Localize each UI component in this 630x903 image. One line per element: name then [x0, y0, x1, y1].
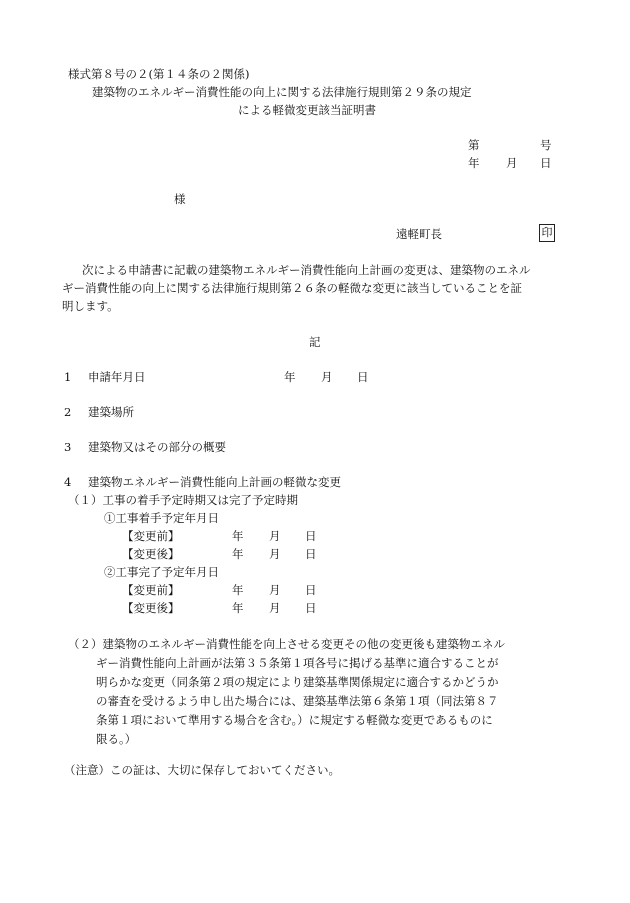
number-dai: 第	[468, 138, 480, 152]
ki-heading: 記	[309, 335, 321, 349]
start-after-label: 【変更後】	[122, 547, 180, 561]
sub2-line-1: （２）建築物のエネルギー消費性能を向上させる変更その他の変更後も建築物エネル	[68, 637, 505, 651]
date-day: 日	[540, 156, 552, 170]
intro-line-1: 次による申請書に記載の建築物エネルギー消費性能向上計画の変更は、建築物のエネル	[82, 263, 531, 277]
start-before-year: 年	[232, 529, 244, 543]
item3-number: 3	[64, 440, 72, 454]
sub2-line-3: 明らかな変更（同条第２項の規定により建築基準関係規定に適合するかどうか	[96, 675, 499, 689]
sub2-line-2: ギー消費性能向上計画が法第３５条第１項各号に掲げる基準に適合することが	[96, 656, 499, 670]
item1-number: 1	[64, 370, 72, 384]
item1-year: 年	[284, 370, 296, 384]
start-after-day: 日	[305, 547, 317, 561]
date-month: 月	[506, 156, 518, 170]
complete-before-year: 年	[232, 583, 244, 597]
complete-before-label: 【変更前】	[122, 583, 180, 597]
sub1-label: （１）工事の着手予定時期又は完了予定時期	[68, 493, 298, 507]
item1-day: 日	[357, 370, 369, 384]
complete-after-label: 【変更後】	[122, 601, 180, 615]
start-before-day: 日	[305, 529, 317, 543]
addressee-sama: 様	[174, 192, 186, 206]
start-label: ①工事着手予定年月日	[104, 511, 219, 525]
item1-label: 申請年月日	[88, 370, 146, 384]
sub2-line-6: 限る。）	[96, 732, 137, 746]
complete-after-year: 年	[232, 601, 244, 615]
sub2-line-4: の審査を受けるよう申し出た場合には、建築基準法第６条第１項（同法第８７	[96, 694, 499, 708]
item2-label: 建築場所	[88, 405, 134, 419]
start-after-year: 年	[232, 547, 244, 561]
complete-after-day: 日	[305, 601, 317, 615]
complete-before-month: 月	[269, 583, 281, 597]
start-before-month: 月	[269, 529, 281, 543]
start-before-label: 【変更前】	[122, 529, 180, 543]
sub2-line-5: 条第１項において準用する場合を含む。）に規定する軽微な変更であるものに	[96, 713, 493, 727]
number-go: 号	[540, 138, 552, 152]
title-line-2: による軽微変更該当証明書	[238, 103, 376, 117]
item2-number: 2	[64, 405, 72, 419]
intro-line-3: 明します。	[62, 299, 119, 313]
item3-label: 建築物又はその部分の概要	[88, 440, 226, 454]
item4-number: 4	[64, 475, 72, 489]
date-year: 年	[468, 156, 480, 170]
title-line-1: 建築物のエネルギー消費性能の向上に関する法律施行規則第２９条の規定	[92, 85, 472, 99]
issuer: 遠軽町長	[396, 227, 442, 241]
note: （注意）この証は、大切に保存しておいてください。	[64, 763, 340, 777]
item1-month: 月	[321, 370, 333, 384]
start-after-month: 月	[269, 547, 281, 561]
complete-after-month: 月	[269, 601, 281, 615]
complete-before-day: 日	[305, 583, 317, 597]
intro-line-2: ギー消費性能の向上に関する法律施行規則第２６条の軽微な変更に該当していることを証	[62, 281, 522, 295]
item4-label: 建築物エネルギー消費性能向上計画の軽微な変更	[88, 475, 341, 489]
complete-label: ②工事完了予定年月日	[104, 565, 219, 579]
form-number: 様式第８号の２(第１４条の２関係)	[68, 67, 250, 81]
seal-stamp: 印	[539, 224, 555, 242]
